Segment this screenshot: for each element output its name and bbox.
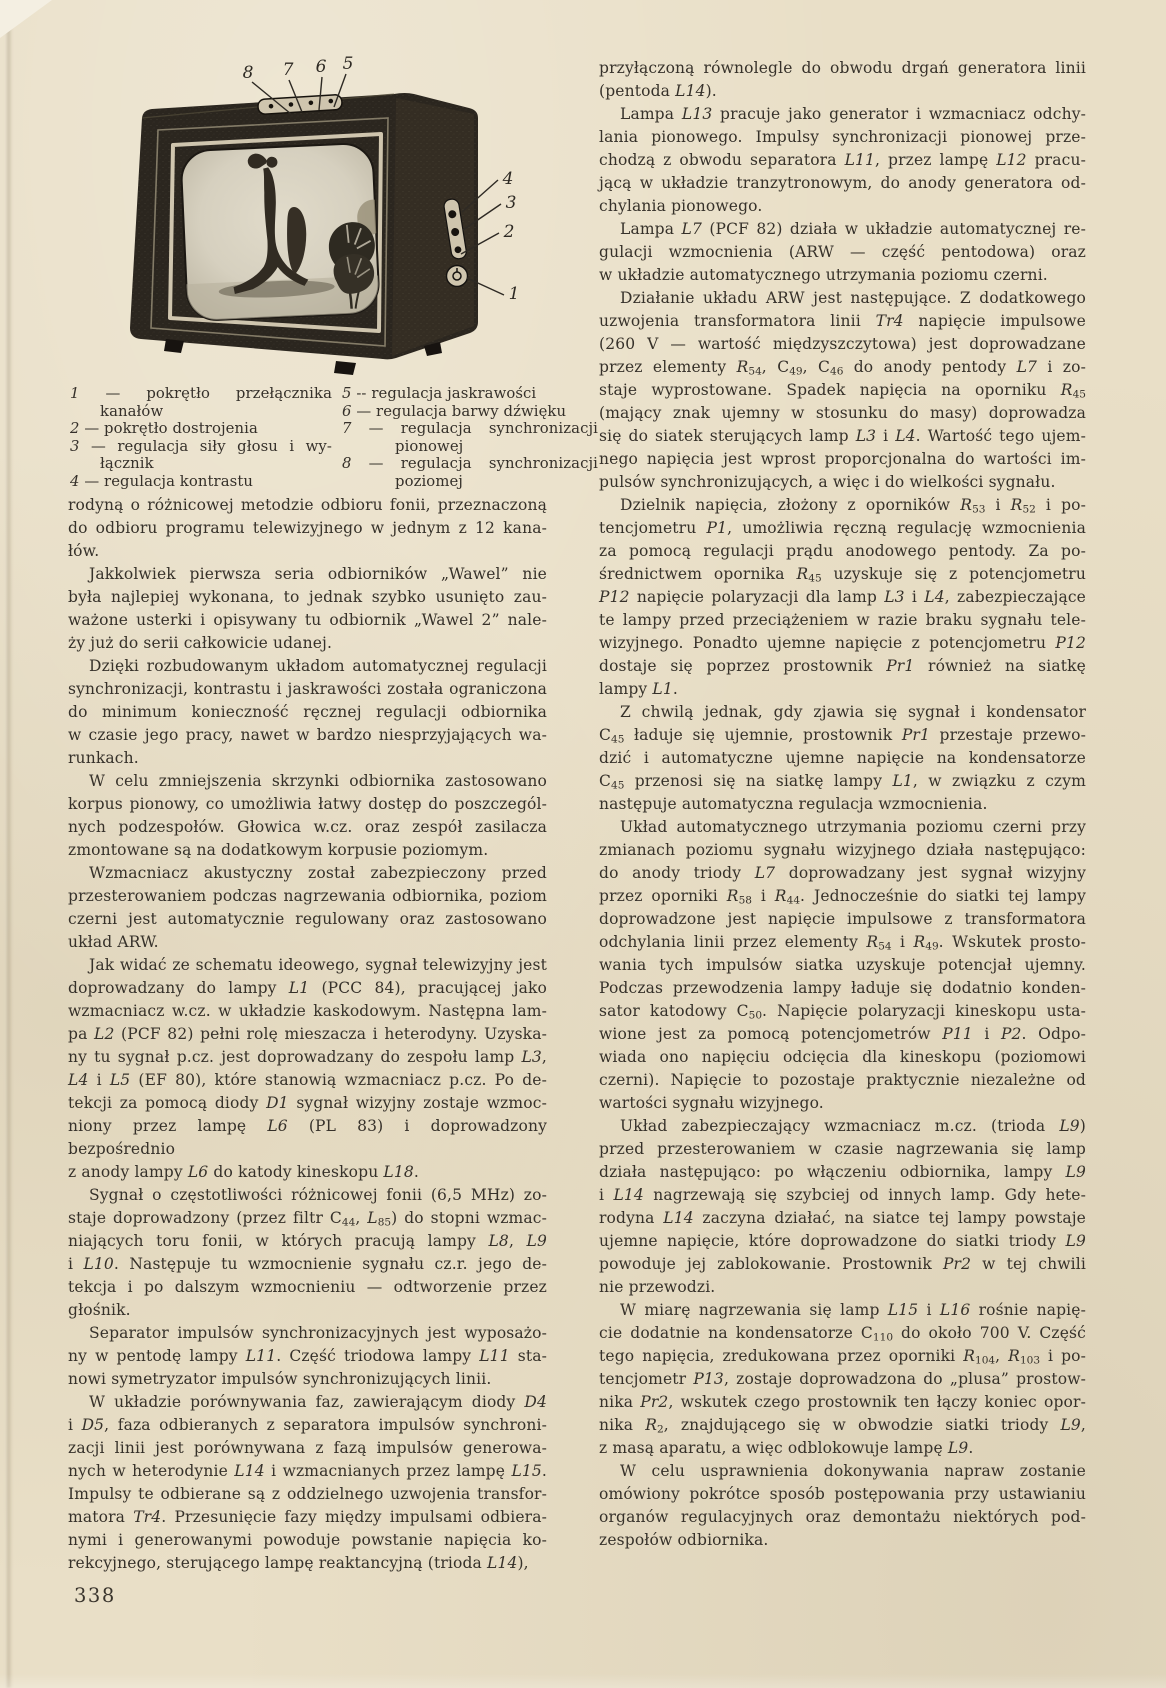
text-line: P12 napięcie polaryzacji dla lamp L3 i L4, zabezpieczające — [599, 588, 1087, 606]
text-line: (pentoda L14). — [599, 82, 717, 100]
legend-item — [342, 455, 598, 490]
legend-line: 8 — regulacja synchronizacji — [342, 455, 598, 473]
callout-number: 3 — [505, 193, 517, 213]
paragraph — [599, 57, 1086, 103]
text-line: zmianach poziomu sygnału wizyjnego działa następująco: — [599, 841, 1086, 859]
text-line: tencjometru P1, umożliwia ręczną regulację wzmocnienia — [599, 519, 1086, 537]
text-line: chodzą z obwodu separatora L11, przez lampę L12 pracu- — [599, 151, 1086, 169]
text-line: pa L2 (PCF 82) pełni rolę mieszacza i heterodyny. Uzyska- — [68, 1025, 547, 1043]
text-line: ujemne napięcie, które doprowadzone do siatki triody L9 — [599, 1232, 1086, 1250]
text-line: zmontowane są na dodatkowym korpusie poziomym. — [68, 841, 489, 859]
text-line: przyłączoną równolegle do obwodu drgań generatora linii — [599, 59, 1086, 77]
text-line: niających toru fonii, w których pracują lampy L8, L9 — [68, 1232, 547, 1250]
text-line: i L10. Następuje tu wzmocnienie sygnału cz.r. jego de- — [68, 1255, 547, 1273]
legend-line: 6 — regulacja barwy dźwięku — [342, 402, 567, 420]
text-line: pulsów synchronizujących, a więc i do wielkości sygnału. — [599, 473, 1056, 491]
callout-number: 4 — [502, 169, 514, 189]
text-line: Działanie układu ARW jest następujące. Z dodatkowego — [620, 289, 1086, 307]
text-line: średnictwem opornika $R_{45}$ uzyskuje się z potencjometru — [599, 565, 1086, 585]
paragraph — [68, 563, 547, 655]
legend-line: poziomej — [395, 472, 463, 490]
paragraph — [599, 1299, 1086, 1460]
text-line: Wzmacniacz akustyczny został zabezpieczony przed — [89, 864, 547, 882]
text-line: W miarę nagrzewania się lamp L15 i L16 rośnie napię- — [620, 1301, 1086, 1319]
text-line: tencjometr P13, zostaje doprowadzona do „plusa” prostow- — [599, 1370, 1086, 1388]
text-line: Dzięki rozbudowanym układom automatycznej regulacji — [89, 657, 547, 675]
paragraph — [68, 1184, 547, 1322]
text-line: nego napięcia jest wprost proporcjonalna do wartości im- — [599, 450, 1086, 468]
text-line: rekcyjnego, sterującego lampę reaktancyjną (trioda L14), — [68, 1554, 529, 1572]
legend-line: 5 -- regulacja jaskrawości — [342, 385, 537, 402]
text-line: w czasie jego pracy, nawet w bardzo niesprzyjających wa- — [68, 726, 547, 744]
text-line: ny w pentodę lampy L11. Część triodowa lampy L11 sta- — [68, 1347, 548, 1365]
text-line: zacji linii jest porównywana z fazą impulsów generowa- — [68, 1439, 547, 1457]
page-number: 338 — [74, 1584, 116, 1607]
text-line: cie dodatnie na kondensatorze $C_{110}$ do około 700 V. Część — [599, 1324, 1086, 1344]
text-line: nowi symetryzator impulsów synchronizujących linii. — [68, 1370, 492, 1388]
text-line: łów. — [68, 542, 100, 560]
legend-item — [70, 385, 332, 420]
text-line: powoduje jej zablokowanie. Prostownik Pr2 w tej chwili — [599, 1255, 1086, 1273]
paragraph — [599, 287, 1086, 494]
legend-line: 1 — pokrętło przełącznika — [70, 385, 332, 402]
channel-knob — [447, 266, 468, 287]
paragraph — [68, 954, 547, 1184]
text-line: z masą aparatu, a więc odblokowuje lampę L9. — [599, 1439, 974, 1457]
text-line: następuje automatyczna regulacja wzmocnienia. — [599, 795, 988, 813]
text-line: do minimum konieczność ręcznej regulacji odbiornika — [68, 703, 547, 721]
figure-legend-left — [70, 385, 332, 491]
text-line: W układzie porównywania faz, zawierającym diody D4 — [89, 1393, 547, 1411]
legend-item — [70, 438, 332, 473]
text-line: matora Tr4. Przesunięcie fazy między impulsami odbiera- — [68, 1508, 547, 1526]
text-line: runkach. — [68, 749, 139, 767]
text-line: wiada ono napięciu odcięcia dla kineskopu (poziomowi — [599, 1048, 1086, 1066]
text-line: (mający znak ujemny w stosunku do masy) doprowadza — [599, 404, 1086, 422]
text-line: Separator impulsów synchronizacyjnych jest wyposażo- — [89, 1324, 547, 1342]
legend-line: 7 — regulacja synchronizacji — [342, 420, 598, 438]
text-line: układ ARW. — [68, 933, 159, 951]
text-line: czerni jest automatycznie regulowany oraz zastosowano — [68, 910, 547, 928]
text-line: jącą w układzie tranzytronowym, do anody generatora od- — [599, 174, 1086, 192]
text-line: staje wyprostowane. Spadek napięcia na oporniku $R_{45}$ — [599, 381, 1086, 401]
paragraph — [68, 770, 547, 862]
callout-number: 5 — [342, 54, 354, 74]
tv-foot — [334, 361, 356, 375]
paragraph — [68, 1391, 547, 1575]
text-line: $C_{45}$ ładuje się ujemnie, prostownik Pr1 przestaje przewo- — [599, 726, 1086, 746]
text-line: wzmacniacz w.cz. w układzie kaskodowym. Następna lam- — [68, 1002, 547, 1020]
text-line: Podczas przewodzenia lampy ładuje się dodatnio konden- — [599, 979, 1086, 997]
text-line: ny tu sygnał p.cz. jest doprowadzany do zespołu lamp L3, — [68, 1048, 547, 1066]
binding-crease — [5, 0, 12, 1688]
callout-number: 6 — [315, 57, 327, 77]
text-line: ży już do serii całkowicie udanej. — [68, 634, 333, 652]
text-line: z anody lampy L6 do katody kineskopu L18. — [68, 1163, 419, 1181]
legend-line: 3 — regulacja siły głosu i wy- — [70, 437, 332, 455]
page-bottom-edge — [0, 1674, 1166, 1688]
text-line: Z chwilą jednak, gdy zjawia się sygnał i kondensator — [620, 703, 1086, 721]
legend-item — [342, 385, 598, 403]
text-line: L4 i L5 (EF 80), które stanowią wzmacniacz p.cz. Po de- — [68, 1071, 547, 1089]
text-line: tekcji za pomocą diody D1 sygnał wizyjny zostaje wzmoc- — [68, 1094, 547, 1112]
text-line: do anody triody L7 doprowadzany jest sygnał wizyjny — [599, 864, 1086, 882]
legend-item — [342, 420, 598, 455]
text-line: Sygnał o częstotliwości różnicowej fonii (6,5 MHz) zo- — [89, 1186, 547, 1204]
text-line: i D5, faza odbieranych z separatora impulsów synchroni- — [68, 1416, 547, 1434]
paragraph — [599, 1115, 1086, 1299]
text-line: Jak widać ze schematu ideowego, sygnał telewizyjny jest — [89, 956, 547, 974]
paragraph — [599, 494, 1086, 701]
paragraph — [68, 862, 547, 954]
text-line: do odbioru programu telewizyjnego w jednym z 12 kana- — [68, 519, 547, 537]
callout-number: 7 — [282, 60, 294, 80]
text-line: przez elementy $R_{54}$, $C_{49}$, $C_{46}$ do anody pentody L7 i zo- — [599, 358, 1086, 378]
paragraph — [599, 218, 1086, 287]
legend-item — [70, 420, 332, 438]
paragraph — [599, 816, 1086, 1115]
figure-legend-right — [342, 385, 598, 491]
tv-screen — [180, 142, 390, 321]
text-line: rodyną o różnicowej metodzie odbioru fonii, przeznaczoną — [68, 496, 547, 514]
text-line: W celu zmniejszenia skrzynki odbiornika zastosowano — [89, 772, 547, 790]
paragraph — [68, 494, 547, 563]
text-line: przed przesterowaniem w czasie nagrzewania się lamp — [599, 1140, 1086, 1158]
paragraph — [68, 1322, 547, 1391]
legend-line: 4 — regulacja kontrastu — [70, 472, 254, 490]
paragraph — [599, 701, 1086, 816]
text-line: i L14 nagrzewają się szybciej od innych lamp. Gdy hete- — [599, 1186, 1086, 1204]
text-line: Lampa L13 pracuje jako generator i wzmacniacz odchy- — [620, 105, 1086, 123]
text-line: była najlepiej wykonana, to jednak szybko usunięto zau- — [68, 588, 547, 606]
text-line: te lampy przed przeciążeniem w razie braku sygnału tele- — [599, 611, 1086, 629]
text-line: korpus pionowy, co umożliwia łatwy dostęp do poszczegól- — [68, 795, 547, 813]
text-line: odchylania linii przez elementy $R_{54}$ i $R_{49}$. Wskutek prosto- — [599, 933, 1086, 953]
text-line: staje doprowadzony (przez filtr $C_{44}$, $L_{85}$) do stopni wzmac- — [68, 1209, 548, 1229]
text-line: Dzielnik napięcia, złożony z oporników $R_{53}$ i $R_{52}$ i po- — [620, 496, 1087, 516]
legend-line: łącznik — [100, 455, 154, 473]
text-line: zespołów odbiornika. — [599, 1531, 769, 1549]
text-line: w układzie automatycznego utrzymania poziomu czerni. — [599, 266, 1048, 284]
torn-paper-corner — [0, 0, 52, 38]
text-line: lampy L1. — [599, 680, 678, 698]
text-line: Jakkolwiek pierwsza seria odbiorników „Wawel” nie — [89, 565, 547, 583]
tv-figure — [78, 46, 550, 386]
text-line: nika $R_2$, znajdującego się w obwodzie siatki triody L9, — [599, 1416, 1086, 1436]
tv-foot — [164, 339, 184, 353]
text-line: przesterowaniem podczas nagrzewania odbiornika, poziom — [68, 887, 547, 905]
text-line: się do siatek sterujących lamp L3 i L4. Wartość tego ujem- — [599, 427, 1086, 445]
callout-number: 1 — [508, 284, 520, 304]
text-line: Impulsy te odbierane są z oddzielnego uzwojenia transfor- — [68, 1485, 547, 1503]
text-line: doprowadzany do lampy L1 (PCC 84), pracującej jako — [68, 979, 547, 997]
text-line: lania pionowego. Impulsy synchronizacji pionowej prze- — [599, 128, 1086, 146]
text-line: tego napięcia, zredukowana przez oporniki $R_{104}$, $R_{103}$ i po- — [599, 1347, 1087, 1367]
text-line: Lampa L7 (PCF 82) działa w układzie automatycznej re- — [620, 220, 1086, 238]
paragraph — [599, 103, 1086, 218]
text-column-right — [599, 57, 1086, 1552]
paragraph — [68, 655, 547, 770]
text-line: działa następująco: po włączeniu odbiornika, lampy L9 — [599, 1163, 1086, 1181]
text-line: uzwojenia transformatora linii Tr4 napięcie impulsowe — [599, 312, 1086, 330]
text-line: za pomocą regulacji prądu anodowego pentody. Za po- — [599, 542, 1086, 560]
text-line: Układ zabezpieczający wzmacniacz m.cz. (trioda L9) — [620, 1117, 1086, 1135]
text-line: nika Pr2, wskutek czego prostownik ten łączy koniec opor- — [599, 1393, 1086, 1411]
text-line: nie przewodzi. — [599, 1278, 716, 1296]
text-line: ważone usterki i opisywany tu odbiornik „Wawel 2” nale- — [68, 611, 547, 629]
text-line: doprowadzone jest napięcie impulsowe z transformatora — [599, 910, 1086, 928]
text-line: (260 V — wartość międzyszczytowa) jest doprowadzane — [599, 335, 1086, 353]
text-line: wizyjnego. Ponadto ujemne napięcie z potencjometru P12 — [599, 634, 1086, 652]
paragraph — [599, 1460, 1086, 1552]
text-line: sator katodowy $C_{50}$. Napięcie polaryzacji kineskopu usta- — [599, 1002, 1086, 1022]
legend-line: pionowej — [395, 437, 464, 455]
text-line: nymi i generowanymi powoduje powstanie napięcia ko- — [68, 1531, 547, 1549]
text-line: rodyna L14 zaczyna działać, na siatce tej lampy powstaje — [599, 1209, 1087, 1227]
callout-number: 2 — [503, 222, 515, 242]
text-line: wania tych impulsów siatka uzyskuje potencjał ujemny. — [599, 956, 1086, 974]
legend-item — [70, 473, 332, 491]
legend-item — [342, 403, 598, 421]
legend-line: 2 — pokrętło dostrojenia — [70, 420, 258, 438]
text-line: synchronizacji, kontrastu i jaskrawości została ograniczona — [68, 680, 547, 698]
text-line: nych w heterodynie L14 i wzmacnianych przez lampę L15. — [68, 1462, 547, 1480]
text-line: $C_{45}$ przenosi się na siatkę lampy L1, w związku z czym — [599, 772, 1086, 792]
callout-number: 8 — [242, 63, 254, 83]
text-line: głośnik. — [68, 1301, 131, 1319]
text-line: niony przez lampę L6 (PL 83) i doprowadzony bezpośrednio — [68, 1117, 547, 1158]
text-line: wartości sygnału wizyjnego. — [599, 1094, 824, 1112]
text-line: nych podzespołów. Głowica w.cz. oraz zespół zasilacza — [68, 818, 547, 836]
text-line: organów regulacyjnych oraz demontażu niektórych pod- — [599, 1508, 1086, 1526]
text-line: Układ automatycznego utrzymania poziomu czerni przy — [620, 818, 1086, 836]
text-line: omówiony pokrótce sposób postępowania przy ustawianiu — [599, 1485, 1086, 1503]
text-line: tekcja i po dalszym wzmocnieniu — odtworzenie przez — [68, 1278, 547, 1296]
text-line: dostaje się poprzez prostownik Pr1 również na siatkę — [599, 657, 1086, 675]
text-column-left — [68, 494, 547, 1575]
legend-line: kanałów — [100, 402, 164, 420]
text-line: dzić i automatyczne ujemne napięcie na kondensatorze — [599, 749, 1086, 767]
text-line: W celu usprawnienia dokonywania napraw zostanie — [620, 1462, 1086, 1480]
text-line: wione jest za pomocą potencjometrów P11 i P2. Odpo- — [599, 1025, 1086, 1043]
text-line: chylania pionowego. — [599, 197, 763, 215]
text-line: przez oporniki $R_{58}$ i $R_{44}$. Jednocześnie do siatki tej lampy — [599, 887, 1086, 907]
text-line: gulacji wzmocnienia (ARW — część pentodowa) oraz — [599, 243, 1086, 261]
text-line: czerni). Napięcie to pozostaje praktycznie niezależne od — [599, 1071, 1086, 1089]
